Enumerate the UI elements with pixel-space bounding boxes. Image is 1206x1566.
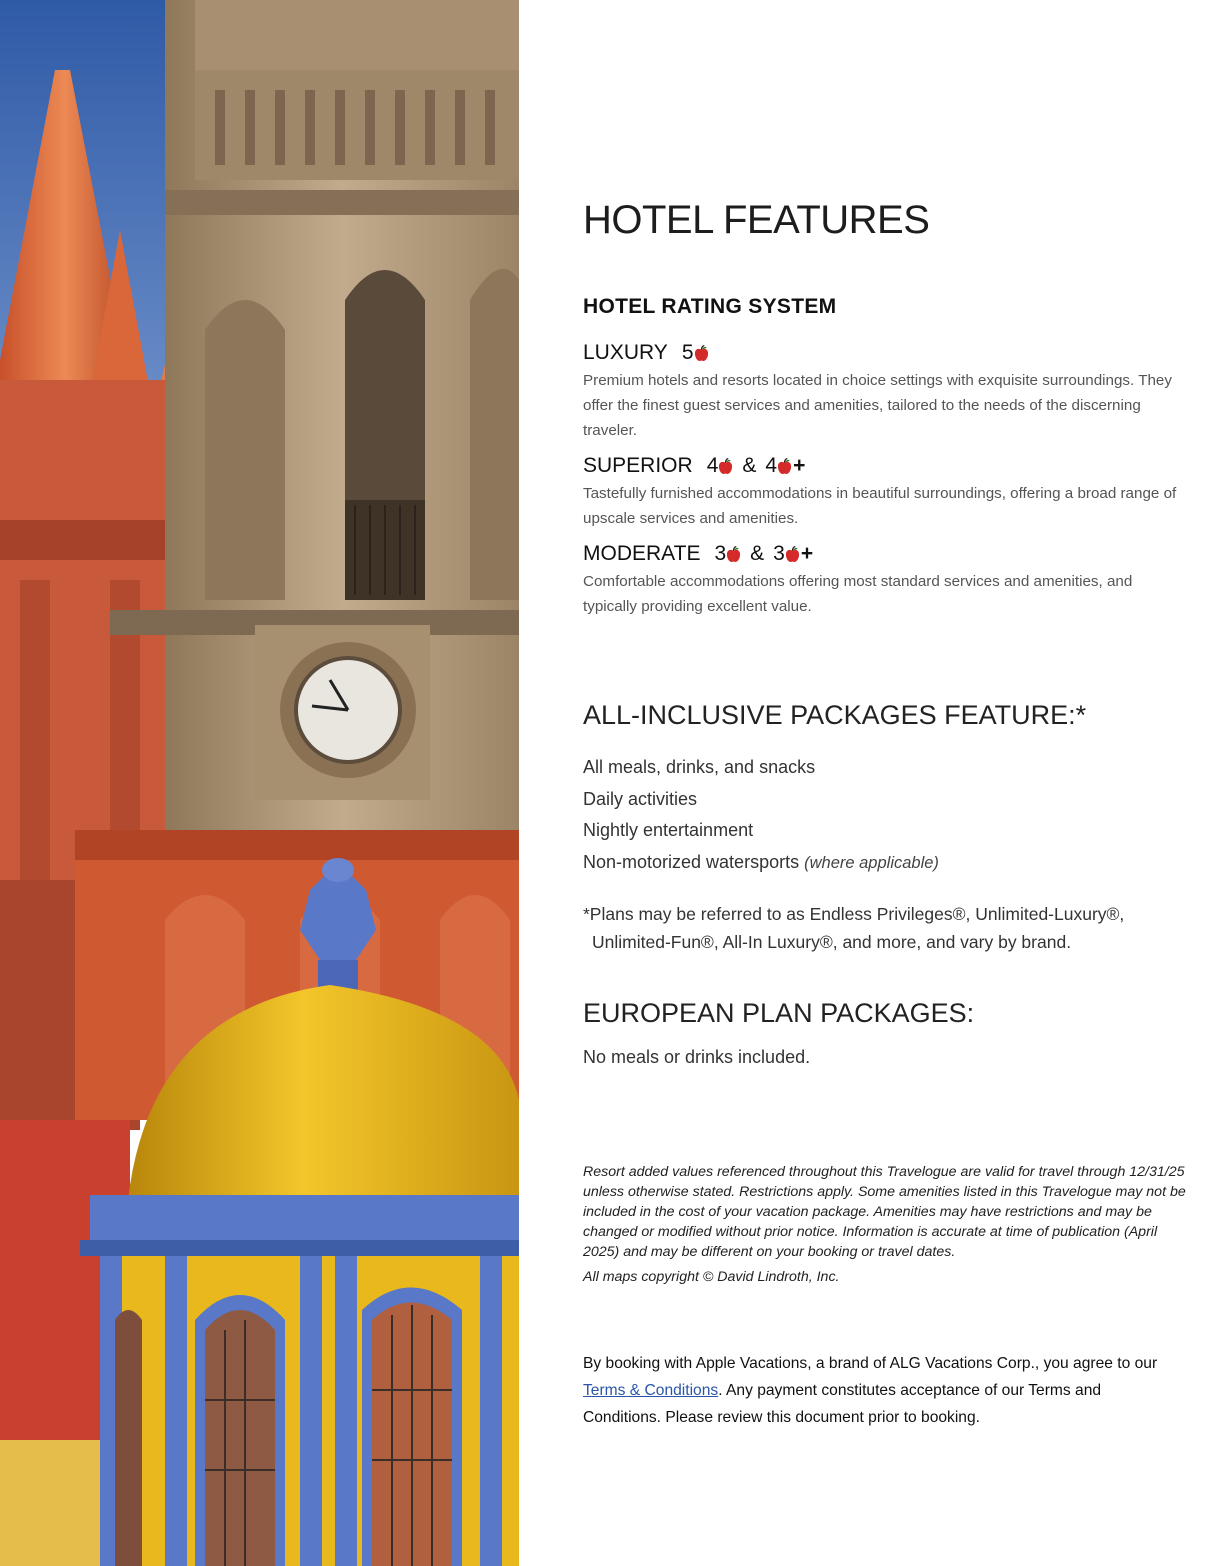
list-item-text: Non-motorized watersports (583, 851, 800, 872)
red-apple-icon (777, 458, 792, 475)
rating-system-heading: HOTEL RATING SYSTEM (583, 295, 837, 318)
plans-footnote-line1: *Plans may be referred to as Endless Privileges®, Unlimited-Luxury®, (583, 904, 1125, 924)
plus-mark: + (793, 454, 806, 477)
list-item-note: (where applicable) (804, 853, 939, 872)
list-item (583, 847, 939, 880)
booking-text-before: By booking with Apple Vacations, a brand of ALG Vacations Corp., you agree to our (583, 1355, 1158, 1372)
tier-moderate-title (583, 541, 1183, 567)
fineprint: Resort added values referenced throughout this Travelogue are valid for travel through 12/31/25 unless otherwise stated. Restrictions apply. Some amenities listed in this Travelogue may not be included in the cost of your vacation package. Amenities may have restrictions and may be changed or modified without prior notice. Information is accurate at time of publication (April 2025) and may be different on your booking or travel dates. (583, 1164, 1186, 1260)
all-inclusive-list (583, 752, 939, 879)
tier-description: Comfortable accommodations offering most standard services and amenities, and typically providing excellent value. (583, 573, 1133, 615)
tier-name: LUXURY (583, 341, 668, 364)
red-apple-icon (785, 546, 800, 563)
rating-number: 4 (765, 454, 778, 477)
tier-description: Tastefully furnished accommodations in beautiful surroundings, offering a broad range of upscale services and amenities. (583, 485, 1177, 527)
list-item-text: Daily activities (583, 788, 698, 809)
list-item-text: All meals, drinks, and snacks (583, 757, 816, 777)
all-inclusive-heading: ALL-INCLUSIVE PACKAGES FEATURE:* (583, 700, 1087, 730)
tier-superior (583, 453, 1183, 531)
tier-name: MODERATE (583, 542, 701, 565)
red-apple-icon (726, 546, 741, 563)
list-item-text: Nightly entertainment (583, 820, 754, 840)
tier-luxury-title (583, 340, 1183, 366)
european-plan-description: No meals or drinks included. (583, 1047, 811, 1067)
list-item (583, 784, 939, 816)
tier-luxury (583, 340, 1183, 443)
terms-conditions-link[interactable]: Terms & Conditions (583, 1382, 719, 1399)
booking-text-after: . Any payment constitutes acceptance of our Terms and Conditions. Please review this document prior to booking. (583, 1382, 1102, 1426)
red-apple-icon (718, 458, 733, 475)
european-plan-heading: EUROPEAN PLAN PACKAGES: (583, 998, 975, 1028)
tier-name: SUPERIOR (583, 454, 693, 477)
rating-number: 5 (681, 341, 694, 364)
list-item (583, 752, 939, 784)
tier-description: Premium hotels and resorts located in choice settings with exquisite surroundings. They offer the finest guest services and amenities, tailored to the needs of the discerning traveler. (583, 372, 1172, 439)
plans-footnote (583, 900, 1163, 956)
hero-photo (0, 0, 519, 1566)
maps-copyright: All maps copyright © David Lindroth, Inc. (583, 1269, 840, 1285)
rating-number: 3 (714, 542, 727, 565)
ampersand: & (742, 454, 757, 477)
booking-notice (583, 1350, 1183, 1431)
tier-superior-title (583, 453, 1183, 479)
rating-number: 3 (773, 542, 785, 565)
church-clock-tower-photo (0, 0, 519, 1566)
list-item (583, 815, 939, 847)
page-title: HOTEL FEATURES (583, 198, 930, 242)
plus-mark: + (800, 542, 814, 565)
ampersand: & (750, 542, 765, 565)
plans-footnote-line2: Unlimited-Fun®, All-In Luxury®, and more, and vary by brand. (592, 932, 1072, 952)
tier-moderate (583, 541, 1183, 619)
rating-number: 4 (706, 454, 719, 477)
red-apple-icon (694, 345, 709, 362)
